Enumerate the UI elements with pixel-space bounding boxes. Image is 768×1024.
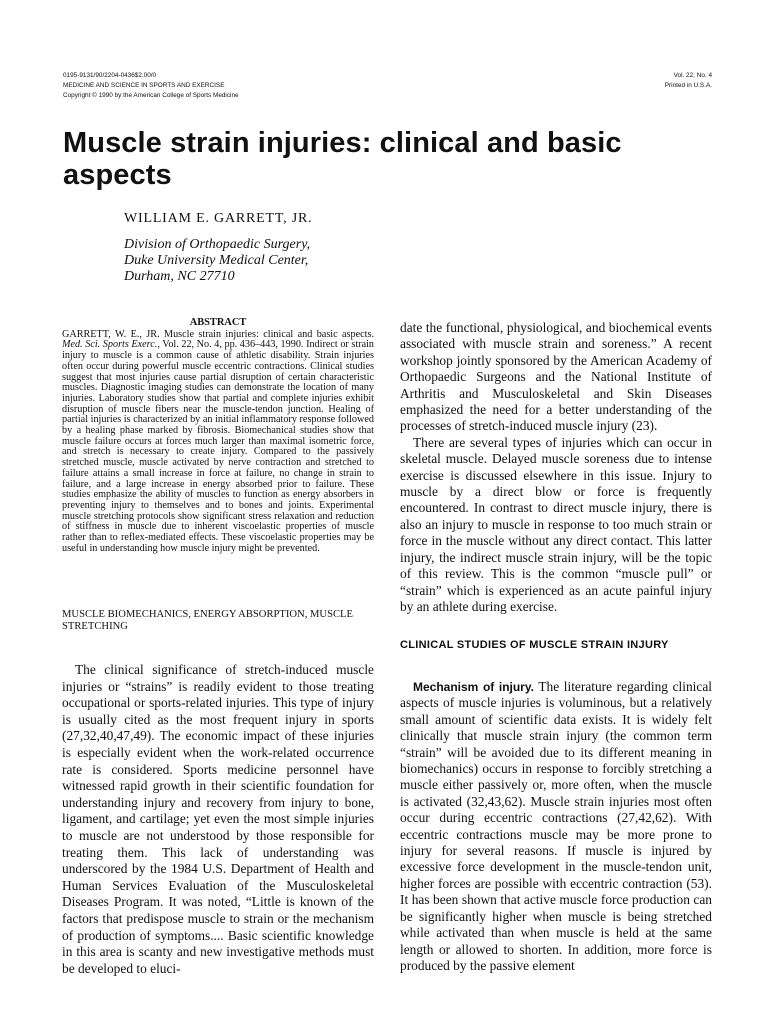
right-column-intro bbox=[400, 320, 712, 615]
mechanism-paragraph bbox=[400, 679, 712, 974]
mechanism-text: The literature regarding clinical aspects of muscle injuries is voluminous, but a relatively small amount of scientific data exists. It is widely felt clinically that muscle strain injury (the common term “strain” will be avoided due to its different meaning in biomechanics) occurs in response to forcibly stretching a muscle either passively or, more often, when the muscle is activated (32,43,62). Muscle strain injuries most often occur during eccentric contractions (27,42,62). With eccentric contractions muscle may be more prone to injury for several reasons. If muscle is injured by excessive force development in the muscle-tendon unit, higher forces are possible with eccentric contraction (53). It has been shown that active muscle force production can be significantly higher when muscle is being stretched while activated than when muscle is held at the same length or allowed to shorten. In addition, more force is produced by the passive element bbox=[400, 679, 713, 973]
intro-text: The clinical significance of stretch-induced muscle injuries or “strains” is readily evident to those treating occupational or sports-related injuries. This type of injury is usually cited as the most frequent injury in sports (27,32,40,47,49). The economic impact of these injuries is especially evident when the work-related occurrence rate is considered. Sports medicine personnel have witnessed rapid growth in their scientific foundation for understanding injury and recovery from injury to bone, ligament, and cartilage; yet even the most simple injuries to muscle are not understood by those responsible for treating them. This lack of understanding was underscored by the 1984 U.S. Department of Health and Human Services Evaluation of the Musculoskeletal Diseases Program. It was noted, “Little is known of the factors that predispose muscle to strain or the mechanism of production of symptoms.... Basic scientific knowledge in this area is scanty and new investigative methods must be developed to eluci- bbox=[62, 662, 374, 976]
abstract-citation-journal: Med. Sci. Sports Exerc. bbox=[62, 339, 158, 351]
abstract-body: Indirect or strain injury to muscle is a common cause of athletic disability. Strain injuries often occur during powerful muscle eccentric contractions. Clinical studies suggest that most injuries cause partial disruption of certain characteristic muscles. Diagnostic imaging studies can demonstrate the location of many injuries. Laboratory studies show that partial and complete injuries exhibit disruption of muscle fibers near the muscle-tendon junction. Healing of partial injuries is characterized by an initial inflammatory response followed by a healing phase marked by fibrosis. Biomechanical studies show that muscle failure occurs at forces much larger than maximal isometric force, and stretch is necessary to create injury. Compared to the passively stretched muscle, muscle activated by nerve contraction and stretched to failure attains a small increase in force at failure, no change in strain to failure, and a large increase in energy absorbed prior to failure. These studies emphasize the ability of muscles to function as energy absorbers in preventing injury to themselves and to bones and joints. Experimental muscle stretching protocols show significant stress relaxation and reduction of stiffness in muscle due to inherent viscoelastic properties of muscle rather than to reflex-mediated effects. These viscoelastic properties may be useful in understanding how muscle injury might be prevented. bbox=[62, 339, 375, 554]
journal-issue bbox=[665, 71, 712, 91]
intro-paragraph bbox=[62, 662, 374, 977]
abstract-citation-authors: GARRETT, W. E., JR. Muscle strain injuries: clinical and basic aspects. bbox=[62, 328, 374, 340]
copyright-line: Copyright © 1990 by the American College of Sports Medicine bbox=[63, 92, 239, 99]
injury-types-paragraph: There are several types of injuries which can occur in skeletal muscle. Delayed muscle soreness due to intense exercise is discussed elsewhere in this issue. Injury to muscle by a direct blow or force is frequently encountered. In contrast to direct muscle injury, there is also an injury to muscle in response to too much strain or force in the muscle without any direct contact. This latter injury, the indirect muscle strain injury, will be the topic of this review. This is the common “muscle pull” or “strain” which is experienced as an acute painful injury by an athlete during exercise. bbox=[400, 434, 712, 614]
keywords: MUSCLE BIOMECHANICS, ENERGY ABSORPTION, MUSCLE STRETCHING bbox=[62, 609, 353, 632]
printed-location: Printed in U.S.A. bbox=[664, 82, 712, 89]
article-code: 0195-9131/90/2204-0436$2.00/0 bbox=[63, 72, 157, 79]
affiliation-line-3: Durham, NC 27710 bbox=[124, 269, 235, 284]
abstract-text bbox=[62, 330, 374, 555]
article-title: Muscle strain injuries: clinical and basic aspects bbox=[63, 127, 622, 191]
volume-number: Vol. 22, No. 4 bbox=[673, 72, 712, 79]
abstract-heading: ABSTRACT bbox=[189, 317, 247, 328]
journal-header bbox=[63, 71, 239, 101]
mechanism-section bbox=[400, 679, 712, 974]
author-affiliation bbox=[124, 237, 310, 285]
intro-continued-paragraph: date the functional, physiological, and biochemical events associated with muscle strain and soreness.” A recent workshop jointly sponsored by the American Academy of Orthopaedic Surgeons and the National Institute of Arthritis and Musculoskeletal and Skin Diseases emphasized the need for a better understanding of the processes of stretch-induced muscle injury (23). bbox=[400, 320, 712, 434]
section-heading: CLINICAL STUDIES OF MUSCLE STRAIN INJURY bbox=[400, 639, 669, 651]
abstract bbox=[62, 318, 374, 554]
affiliation-line-1: Division of Orthopaedic Surgery, bbox=[124, 237, 311, 252]
mechanism-runin-heading: Mechanism of injury. bbox=[413, 680, 534, 694]
author-name: WILLIAM E. GARRETT, JR. bbox=[124, 211, 313, 226]
journal-name: MEDICINE AND SCIENCE IN SPORTS AND EXERCISE bbox=[63, 82, 225, 89]
affiliation-line-2: Duke University Medical Center, bbox=[124, 253, 309, 268]
abstract-citation-details: , Vol. 22, No. 4, pp. 436–443, 1990. bbox=[157, 339, 304, 351]
